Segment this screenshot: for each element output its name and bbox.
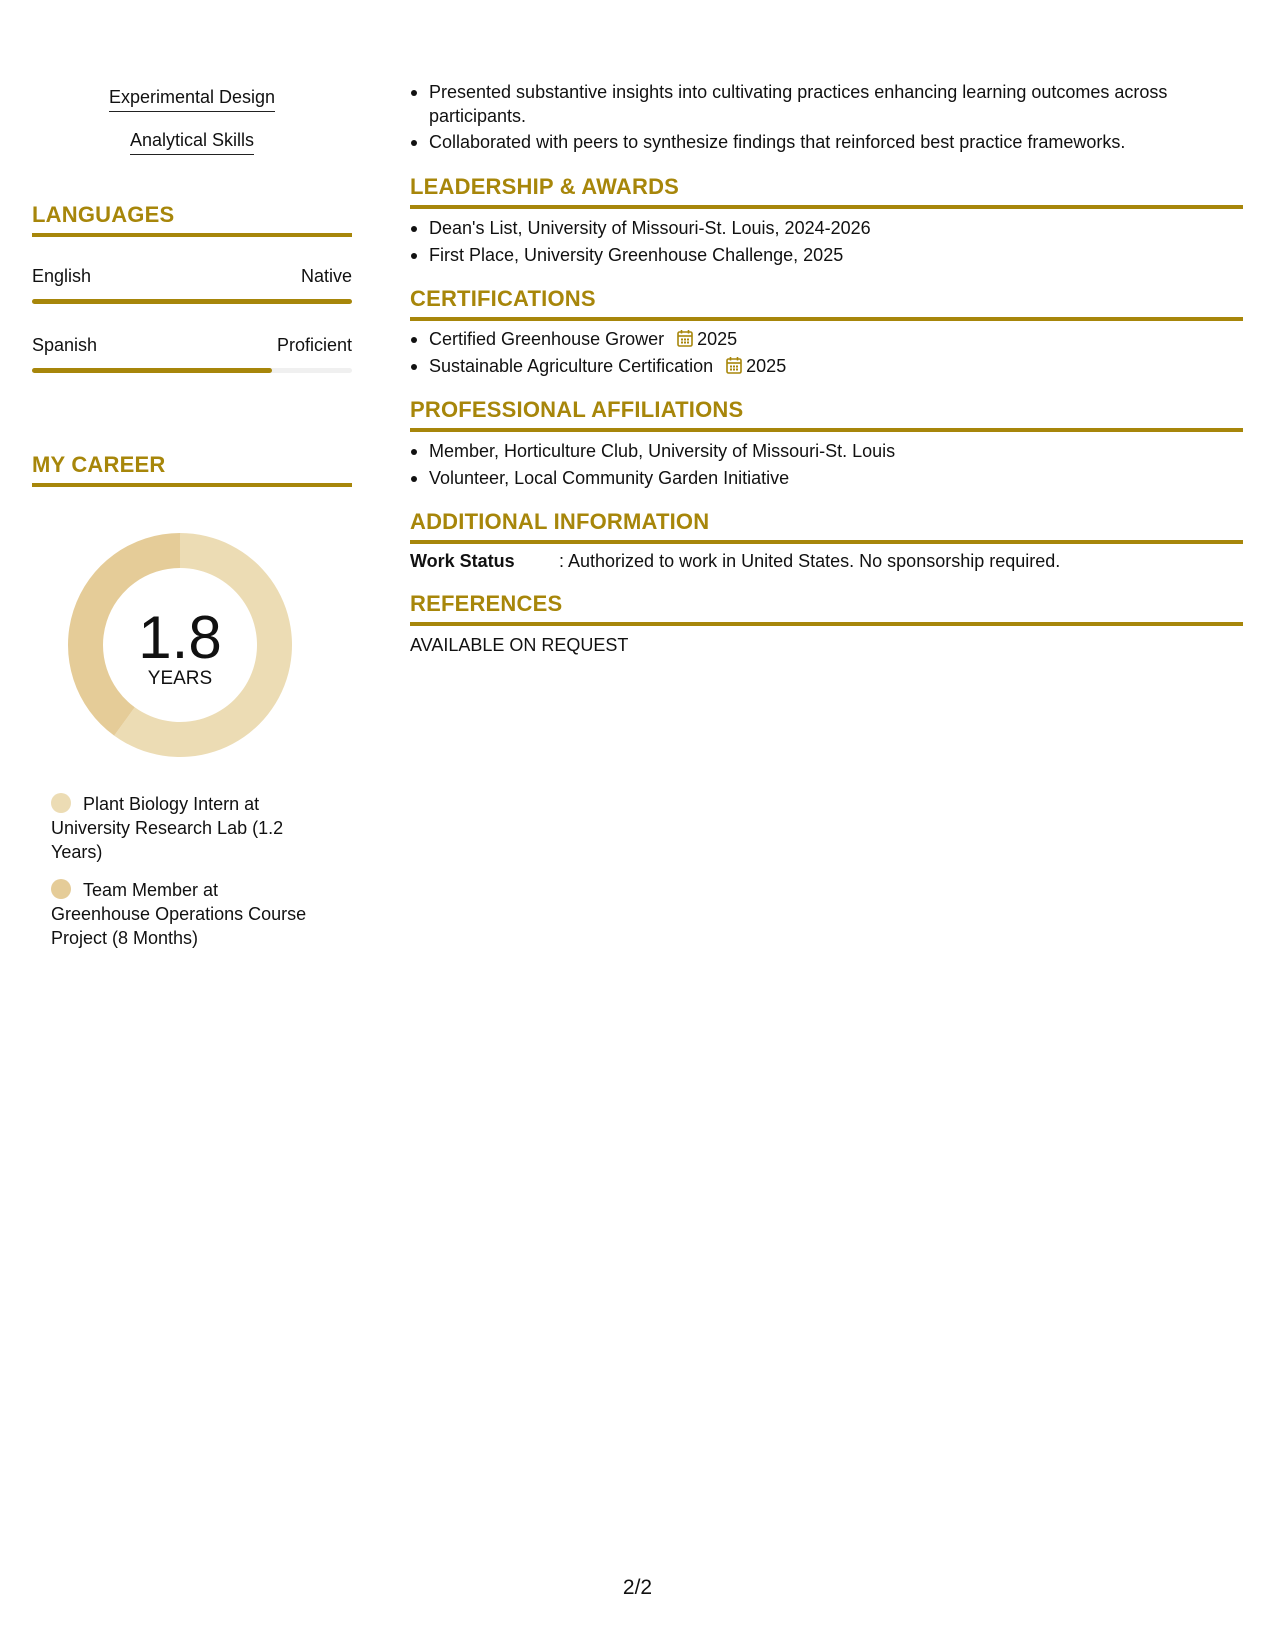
language-level: Native (300, 266, 352, 286)
section-title: LEADERSHIP & AWARDS (410, 174, 680, 199)
section-divider (32, 483, 352, 487)
language-level: Proficient (276, 335, 352, 355)
legend-dot (51, 793, 71, 813)
section-divider (410, 540, 1243, 544)
affiliations-list (410, 439, 1243, 490)
list-item: Dean's List, University of Missouri-St. Louis, 2024-2026 (410, 216, 1243, 240)
language-bar (32, 299, 352, 304)
calendar-icon (726, 356, 742, 374)
list-item: Collaborated with peers to synthesize findings that reinforced best practice frameworks. (410, 130, 1243, 154)
list-item: Volunteer, Local Community Garden Initiative (410, 466, 1243, 490)
career-legend-item (51, 792, 321, 864)
leadership-section-header (410, 174, 1243, 209)
section-title: MY CAREER (32, 452, 166, 477)
career-section (32, 452, 352, 487)
section-divider (410, 428, 1243, 432)
section-title: CERTIFICATIONS (410, 286, 596, 311)
list-item: Presented substantive insights into cultivating practices enhancing learning outcomes across participants. (410, 80, 1243, 128)
additional-section-header (410, 509, 1243, 544)
section-title: REFERENCES (410, 591, 563, 616)
section-title: LANGUAGES (32, 202, 175, 227)
skill-tag (32, 129, 352, 155)
section-divider (410, 317, 1243, 321)
calendar-icon (677, 329, 693, 347)
skill-label: Analytical Skills (130, 129, 254, 155)
career-unit: YEARS (147, 668, 213, 689)
language-name: English (32, 266, 92, 286)
legend-label: Plant Biology Intern at University Research Lab (1.2 Years) (51, 794, 284, 862)
languages-section (32, 202, 352, 237)
career-donut-chart (67, 532, 293, 758)
work-status-row (410, 551, 1243, 575)
references-text: AVAILABLE ON REQUEST (410, 635, 629, 655)
certification-name: Sustainable Agriculture Certification (429, 356, 714, 376)
career-legend-item (51, 878, 321, 950)
section-divider (410, 622, 1243, 626)
work-status-label: Work Status (410, 551, 515, 571)
certifications-section-header (410, 286, 1243, 321)
legend-label: Team Member at Greenhouse Operations Course Project (8 Months) (51, 880, 307, 948)
list-item (410, 327, 1243, 351)
leadership-list (410, 216, 1243, 267)
references-section-header (410, 591, 1243, 626)
page-number: 2/2 (622, 1576, 653, 1599)
section-title: PROFESSIONAL AFFILIATIONS (410, 397, 744, 422)
skill-tag (32, 86, 352, 112)
list-item: Member, Horticulture Club, University of Missouri-St. Louis (410, 439, 1243, 463)
language-bar-fill (32, 299, 352, 304)
career-total: 1.8 (138, 604, 222, 671)
section-divider (32, 233, 352, 237)
list-item: First Place, University Greenhouse Challenge, 2025 (410, 243, 1243, 267)
language-bar (32, 368, 352, 373)
affiliations-section-header (410, 397, 1243, 432)
legend-dot (51, 879, 71, 899)
skill-label: Experimental Design (109, 86, 275, 112)
list-item (410, 354, 1243, 378)
language-name: Spanish (32, 335, 98, 355)
certification-name: Certified Greenhouse Grower (429, 329, 665, 349)
certifications-list (410, 327, 1243, 378)
certification-year: 2025 (697, 329, 738, 349)
work-status-value: : Authorized to work in United States. No sponsorship required. (559, 551, 1061, 571)
section-divider (410, 205, 1243, 209)
certification-year: 2025 (746, 356, 787, 376)
experience-bullets (410, 80, 1243, 154)
section-title: ADDITIONAL INFORMATION (410, 509, 710, 534)
language-bar-fill (32, 368, 272, 373)
